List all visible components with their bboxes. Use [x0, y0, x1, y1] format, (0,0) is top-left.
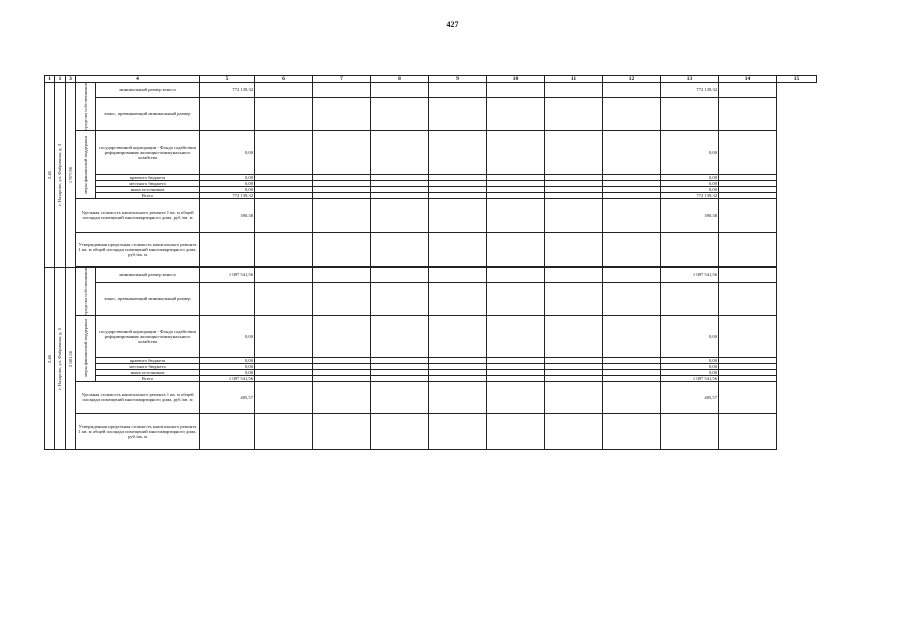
header-cell: 7 [313, 76, 371, 83]
header-cell: 8 [371, 76, 429, 83]
header-cell: 9 [429, 76, 487, 83]
other-value: 0,00 [200, 369, 255, 375]
c14-total-value: 1 087 541,56 [661, 375, 719, 381]
repair-funding-table [44, 75, 817, 450]
area-cell [66, 83, 76, 268]
c14-other-value: 0,00 [661, 186, 719, 192]
c14-total-value: 772 139,32 [661, 192, 719, 198]
regional-value: 0,00 [200, 357, 255, 363]
state-corp-value: 0,00 [200, 130, 255, 174]
c14-state-corp-value: 0,00 [661, 315, 719, 357]
min-fee-label: минимальный размер взноса [96, 83, 200, 98]
area: 2 681,50 [67, 350, 73, 367]
c14-state-corp-value: 0,00 [661, 130, 719, 174]
c14-regional-value: 0,00 [661, 174, 719, 180]
header-row [45, 76, 817, 83]
record-number-cell [45, 267, 55, 449]
table-row [45, 232, 817, 266]
finance-support-label: меры финансовой поддержки [82, 135, 88, 194]
regional-value: 0,00 [200, 174, 255, 180]
header-cell: 15 [777, 76, 817, 83]
table-row [45, 267, 817, 282]
c14-min-fee-value: 1 087 541,56 [661, 267, 719, 282]
header-cell: 1 [45, 76, 55, 83]
state-corp-label: государственной корпорации - Фонда содействия реформированию жилищно-коммунального хозяйства [96, 315, 200, 357]
total-value: 772 139,32 [200, 192, 255, 198]
page-number: 427 [446, 20, 459, 29]
specific-cost-label: Удельная стоимость капитального ремонта 1 кв. м общей площади помещений многоквартирного дома, руб./кв. м [76, 198, 200, 232]
c14-regional-value: 0,00 [661, 357, 719, 363]
total-value: 1 087 541,56 [200, 375, 255, 381]
header-cell: 3 [66, 76, 76, 83]
above-min-label: взнос, превышающий минимальный размер [96, 282, 200, 315]
total-label: Всего [96, 375, 200, 381]
table-row [45, 381, 817, 413]
specific-cost-label: Удельная стоимость капитального ремонта 1 кв. м общей площади помещений многоквартирного дома, руб./кв. м [76, 381, 200, 413]
record-number-cell [45, 83, 55, 268]
local-value: 0,00 [200, 363, 255, 369]
own-funds-cell [76, 267, 96, 315]
finance-support-cell [76, 130, 96, 198]
address: г. Назарово, ул. Фабричная, д. 3 [57, 144, 63, 206]
c14-local-value: 0,00 [661, 180, 719, 186]
min-fee-value: 1 087 541,56 [200, 267, 255, 282]
header-cell: 6 [255, 76, 313, 83]
record-number: 2.45 [46, 170, 52, 180]
header-cell: 5 [200, 76, 255, 83]
above-min-label: взнос, превышающий минимальный размер [96, 97, 200, 130]
finance-support-cell [76, 315, 96, 381]
header-cell: 12 [603, 76, 661, 83]
local-value: 0,00 [200, 180, 255, 186]
other-value: 0,00 [200, 186, 255, 192]
local-label: местного бюджета [96, 180, 200, 186]
state-corp-label: государственной корпорации - Фонда содействия реформированию жилищно-коммунального хозяйства [96, 130, 200, 174]
total-label: Всего [96, 192, 200, 198]
c14-specific-cost-value: 405,57 [661, 381, 719, 413]
approved-cost-label: Утвержденная предельная стоимость капитального ремонта 1 кв. м общей площади помещений многоквартирного дома, руб./кв. м [76, 232, 200, 266]
table-row [45, 315, 817, 357]
area-cell [66, 267, 76, 449]
c14-specific-cost-value: 390,38 [661, 198, 719, 232]
local-label: местного бюджета [96, 363, 200, 369]
approved-cost-label: Утвержденная предельная стоимость капитального ремонта 1 кв. м общей площади помещений многоквартирного дома, руб./кв. м [76, 413, 200, 449]
header-cell: 11 [545, 76, 603, 83]
record-number: 2.46 [46, 354, 52, 363]
specific-cost-value: 390,38 [200, 198, 255, 232]
header-cell: 1 [55, 76, 66, 83]
own-funds-cell [76, 83, 96, 131]
min-fee-label: минимальный размер взноса [96, 267, 200, 282]
table-row [45, 198, 817, 232]
header-cell: 4 [76, 76, 200, 83]
header-cell: 10 [487, 76, 545, 83]
other-label: иных источников [96, 186, 200, 192]
c14-local-value: 0,00 [661, 363, 719, 369]
state-corp-value: 0,00 [200, 315, 255, 357]
other-label: иных источников [96, 369, 200, 375]
table-row [45, 282, 817, 315]
address-cell [55, 267, 66, 449]
min-fee-value: 772 139,32 [200, 83, 255, 98]
specific-cost-value: 405,57 [200, 381, 255, 413]
table-row [45, 449, 817, 450]
header-cell: 14 [719, 76, 777, 83]
table-row [45, 130, 817, 174]
regional-label: краевого бюджета [96, 174, 200, 180]
address: г. Назарово, ул. Фабричная, д. 5 [57, 327, 63, 390]
area: 1 977,90 [67, 166, 73, 184]
c14-other-value: 0,00 [661, 369, 719, 375]
own-funds-label: средства собственников [82, 267, 88, 315]
finance-support-label: меры финансовой поддержки [82, 319, 88, 378]
address-cell [55, 83, 66, 268]
own-funds-label: средства собственников [82, 83, 88, 130]
regional-label: краевого бюджета [96, 357, 200, 363]
table-row [45, 97, 817, 130]
table-row [45, 413, 817, 449]
header-cell: 13 [661, 76, 719, 83]
c14-min-fee-value: 772 139,32 [661, 83, 719, 98]
table-row [45, 83, 817, 98]
